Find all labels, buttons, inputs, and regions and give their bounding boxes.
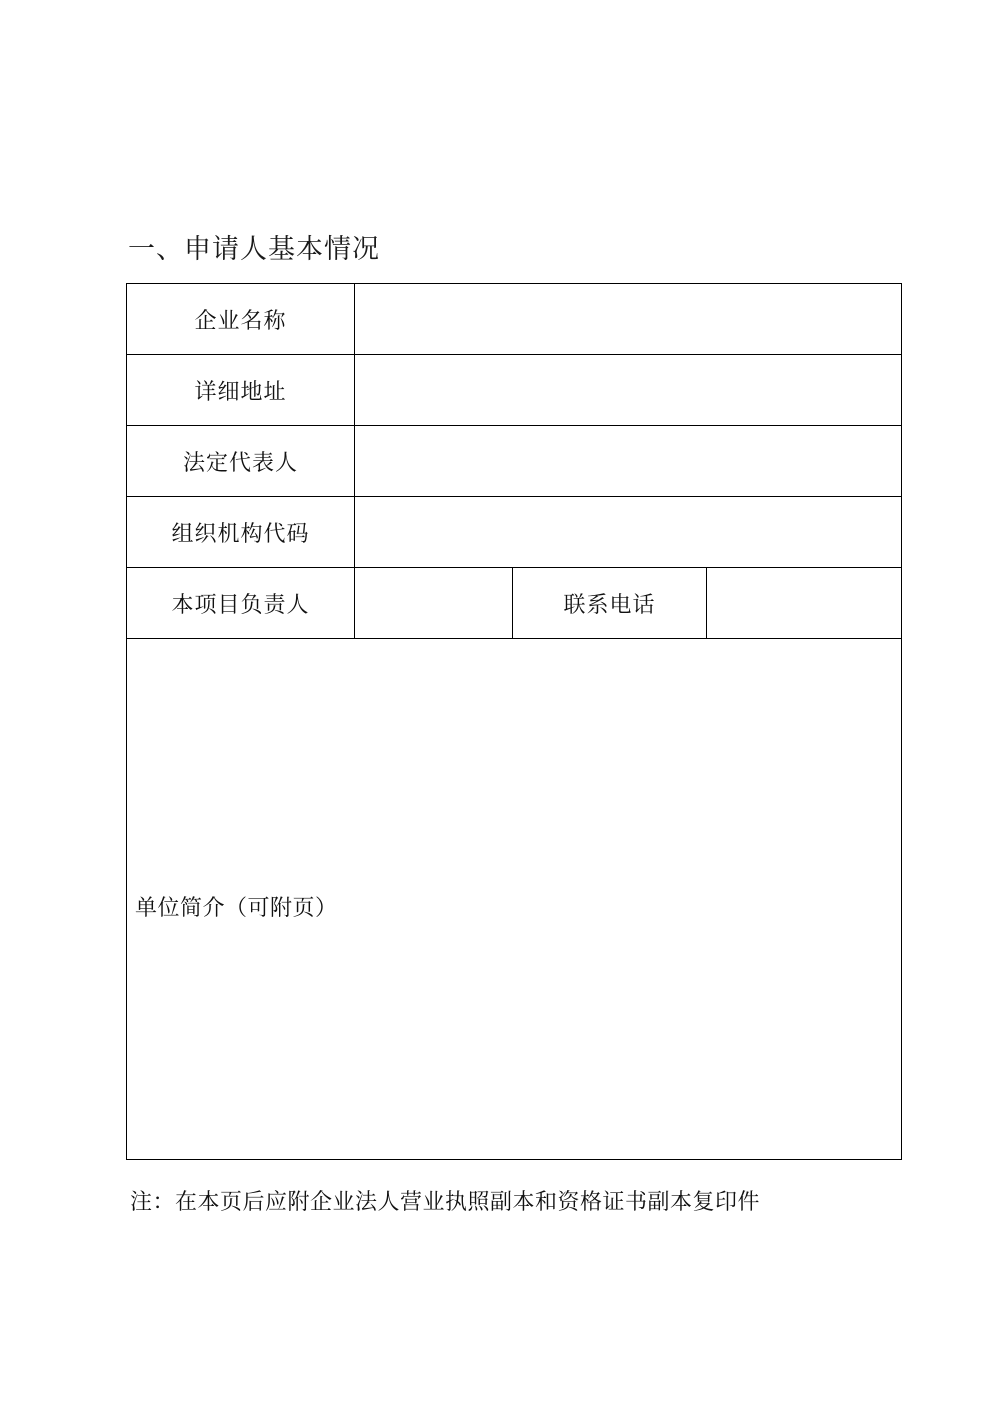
label-project-manager: 本项目负责人 (127, 568, 355, 639)
field-organization-code[interactable] (355, 497, 902, 568)
label-detailed-address: 详细地址 (127, 355, 355, 426)
field-detailed-address[interactable] (355, 355, 902, 426)
label-legal-representative: 法定代表人 (127, 426, 355, 497)
table-row (127, 284, 902, 355)
label-contact-phone: 联系电话 (513, 568, 707, 639)
label-company-introduction: 单位简介（可附页） (135, 894, 338, 920)
field-legal-representative[interactable] (355, 426, 902, 497)
table-row (127, 497, 902, 568)
applicant-basic-info-table (126, 283, 902, 1160)
field-company-introduction[interactable] (127, 639, 902, 1160)
field-contact-phone[interactable] (707, 568, 902, 639)
table-row (127, 355, 902, 426)
field-company-name[interactable] (355, 284, 902, 355)
field-project-manager[interactable] (355, 568, 513, 639)
footer-note: 注：在本页后应附企业法人营业执照副本和资格证书副本复印件 (130, 1189, 761, 1214)
label-organization-code: 组织机构代码 (127, 497, 355, 568)
label-company-name: 企业名称 (127, 284, 355, 355)
table-row (127, 426, 902, 497)
table-row (127, 568, 902, 639)
page-title: 一、申请人基本情况 (128, 234, 380, 264)
table-row (127, 639, 902, 1160)
